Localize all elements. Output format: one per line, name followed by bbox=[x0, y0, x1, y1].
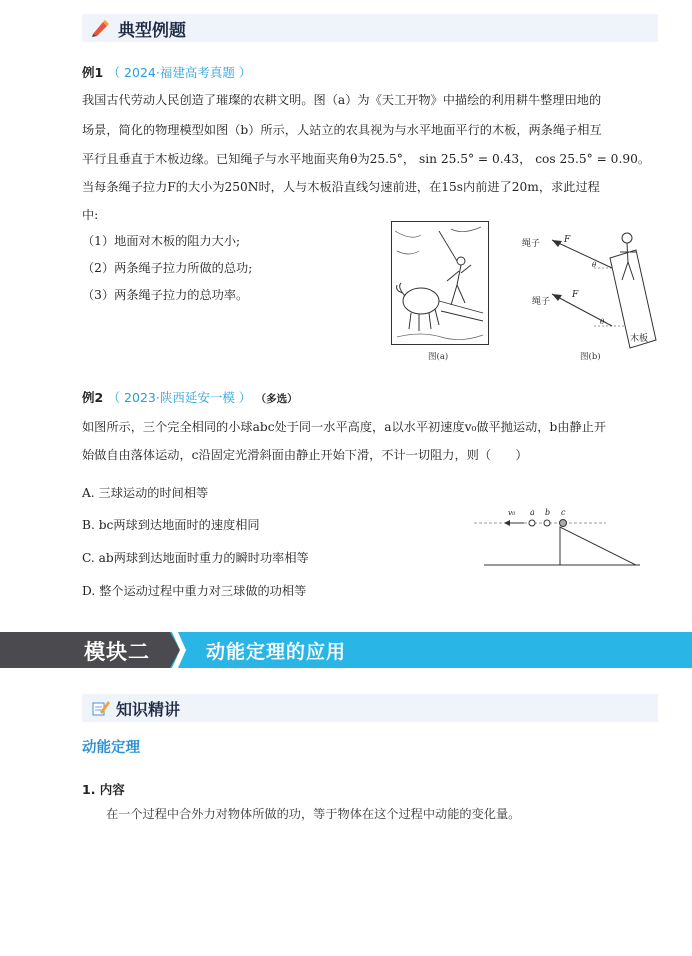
figure-a-caption: 图(a) bbox=[428, 352, 449, 362]
figure-a-ox-plowing bbox=[391, 221, 489, 345]
example2-option-c: C. ab两球到达地面时重力的瞬时功率相等 bbox=[82, 551, 309, 565]
module-title: 动能定理的应用 bbox=[206, 641, 347, 663]
subsection-title: 动能定理 bbox=[82, 740, 140, 756]
example2-label: 例2 bbox=[82, 390, 104, 405]
figure-b-board-label: 木板 bbox=[630, 334, 649, 344]
example1-line-2: 场景，简化的物理模型如图（b）所示，人站立的农具视为与水平地面平行的木板，两条绳子相互 bbox=[82, 123, 602, 137]
figure-b-rope-label-2: 绳子 bbox=[532, 297, 551, 307]
example1-question-1: （1）地面对木板的阻力大小; bbox=[82, 234, 241, 248]
module-name: 模块二 bbox=[84, 640, 150, 664]
section-title: 典型例题 bbox=[118, 21, 186, 41]
example2-figure-b-label: b bbox=[545, 508, 551, 517]
example1-label: 例1 bbox=[82, 65, 104, 80]
example1-question-3: （3）两条绳子拉力的总功率。 bbox=[82, 288, 249, 302]
pen-icon bbox=[90, 19, 110, 37]
example2-heading bbox=[82, 388, 298, 406]
figure-b-caption: 图(b) bbox=[580, 352, 601, 362]
example2-figure-v0-label: v₀ bbox=[508, 508, 516, 517]
example2-option-a: A. 三球运动的时间相等 bbox=[82, 486, 209, 500]
figure-b-force-label-2: F bbox=[572, 290, 579, 300]
example1-source: （ 2024·福建高考真题 ） bbox=[107, 65, 252, 80]
example2-source: （ 2023·陕西延安一模 ） bbox=[107, 390, 252, 405]
example2-option-b: B. bc两球到达地面时的速度相同 bbox=[82, 518, 260, 532]
example2-option-d: D. 整个运动过程中重力对三球做的功相等 bbox=[82, 584, 307, 598]
example2-line-1: 如图所示，三个完全相同的小球abc处于同一水平高度，a以水平初速度v₀做平抛运动，b由静止开 bbox=[82, 420, 607, 434]
example1-line-4: 当每条绳子拉力F的大小为250N时，人与木板沿直线匀速前进，在15s内前进了20m，求此过程 bbox=[82, 180, 600, 194]
example2-tag: （多选） bbox=[255, 393, 298, 405]
item1-title: 1. 内容 bbox=[82, 782, 125, 797]
example1-line-5: 中: bbox=[82, 208, 99, 222]
note-pen-icon bbox=[92, 699, 110, 717]
item1-body: 在一个过程中合外力对物体所做的功，等于物体在这个过程中动能的变化量。 bbox=[106, 807, 521, 821]
example1-heading bbox=[82, 63, 251, 81]
example1-line-3: 平行且垂直于木板边缘。已知绳子与水平地面夹角θ为25.5°， sin 25.5° = 0.43， cos 25.5° = 0.90。 bbox=[82, 152, 651, 166]
example1-question-2: （2）两条绳子拉力所做的总功; bbox=[82, 261, 253, 275]
example1-line-1: 我国古代劳动人民创造了璀璨的农耕文明。图（a）为《天工开物》中描绘的利用耕牛整理田地的 bbox=[82, 93, 602, 107]
example2-line-2: 始做自由落体运动，c沿固定光滑斜面由静止开始下滑，不计一切阻力，则（ ） bbox=[82, 448, 528, 462]
figure-b-angle-label-2: θ bbox=[600, 318, 605, 326]
example2-figure-c-label: c bbox=[561, 508, 566, 517]
example2-figure-incline bbox=[470, 505, 646, 569]
example2-figure-a-label: a bbox=[530, 508, 535, 517]
figure-b-angle-label-1: θ bbox=[592, 261, 597, 269]
figure-b-force-label-1: F bbox=[564, 235, 571, 245]
knowledge-title: 知识精讲 bbox=[116, 700, 181, 719]
figure-b-rope-label-1: 绳子 bbox=[522, 239, 541, 249]
